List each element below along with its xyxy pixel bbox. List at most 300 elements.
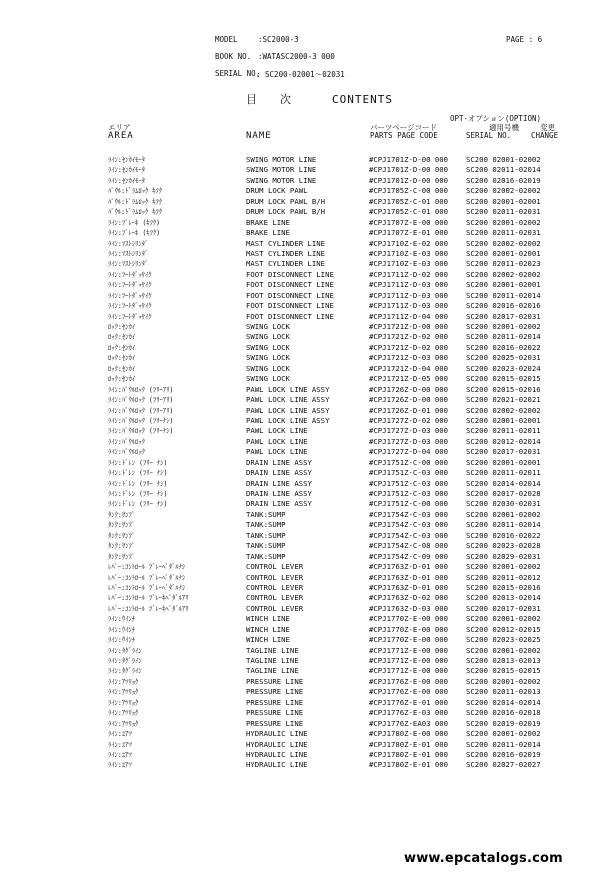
row-parts-code: #CPJ1780Z-E-01 000 <box>369 739 449 749</box>
row-area: ﾗｲﾝ:ﾕｱﾂ <box>108 730 132 739</box>
row-parts-code: #CPJ1754Z-C-03 000 <box>369 530 449 540</box>
row-name: DRUM LOCK PAWL <box>246 186 308 196</box>
row-name: FOOT DISCONNECT LINE <box>246 280 334 290</box>
table-row <box>0 729 613 739</box>
table-row <box>0 687 613 697</box>
row-area: ﾗｲﾝ:ﾕｱﾂ <box>108 750 132 759</box>
row-serial: SC200 02001-02001 <box>466 415 541 425</box>
row-name: SWING LOCK <box>246 374 290 384</box>
row-name: FOOT DISCONNECT LINE <box>246 269 334 279</box>
row-parts-code: #CPJ1726Z-D-01 000 <box>369 405 449 415</box>
footer-watermark[interactable]: www.epcatalogs.com <box>404 851 563 866</box>
column-area-en: AREA <box>108 131 134 141</box>
table-row <box>0 322 613 332</box>
row-serial: SC200 02030-02031 <box>466 499 541 509</box>
table-row <box>0 760 613 770</box>
table-row <box>0 437 613 447</box>
row-name: SWING LOCK <box>246 363 290 373</box>
table-row <box>0 291 613 301</box>
row-serial: SC200 02014-02014 <box>466 478 541 488</box>
column-serial-jp: 適用号機 <box>489 123 519 132</box>
row-parts-code: #CPJ1776Z-E-03 000 <box>369 708 449 718</box>
row-area: ﾗｲﾝ:ﾌﾞﾚｰｷ (ｷﾌｸ) <box>108 229 161 238</box>
row-area: ﾗｲﾝ:ｾﾝｶｲﾓｰﾀ <box>108 156 145 164</box>
row-name: PRESSURE LINE <box>246 718 304 728</box>
table-row <box>0 573 613 583</box>
row-area: ﾗｲﾝ:ﾊﾟｳﾙﾛｯｸ <box>108 437 145 446</box>
row-parts-code: #CPJ1701Z-D-00 000 <box>369 165 449 175</box>
row-area: ﾗｲﾝ:ｱﾂﾘｮｸ <box>108 677 139 686</box>
row-area: ﾗｲﾝ:ｳｲﾝﾁ <box>108 636 136 645</box>
title-japanese-2: 次 <box>280 93 292 106</box>
row-name: WINCH LINE <box>246 635 290 645</box>
row-name: SWING MOTOR LINE <box>246 175 317 185</box>
row-parts-code: #CPJ1776Z-EA03 000 <box>369 718 449 728</box>
row-area: ﾊﾟｳﾙ:ﾄﾞﾗﾑﾛｯｸ ｷﾌｸ <box>108 187 163 196</box>
row-serial: SC200 02012-02015 <box>466 624 541 634</box>
row-area: ﾀﾝｸ:ｻﾝﾌﾟ <box>108 542 136 551</box>
row-parts-code: #CPJ1754Z-C-03 000 <box>369 509 449 519</box>
row-name: TAGLINE LINE <box>246 645 299 655</box>
row-area: ﾛｯｸ:ｾﾝｶｲ <box>108 343 136 352</box>
row-name: DRAIN LINE ASSY <box>246 468 312 478</box>
table-row <box>0 750 613 760</box>
row-parts-code: #CPJ1763Z-D-03 000 <box>369 603 449 613</box>
column-change-en: CHANGE <box>531 131 559 140</box>
row-area: ﾗｲﾝ:ﾀｸﾞﾗｲﾝ <box>108 657 142 665</box>
table-row <box>0 468 613 478</box>
table-row <box>0 583 613 593</box>
table-row <box>0 385 613 395</box>
row-name: HYDRAULIC LINE <box>246 729 308 739</box>
table-row <box>0 698 613 708</box>
header-model-value: :SC2000-3 <box>258 35 299 44</box>
row-serial: SC200 02002-02002 <box>466 269 541 279</box>
contents-table <box>0 155 613 771</box>
row-area: ﾊﾟｳﾙ:ﾄﾞﾗﾑﾛｯｸ ｷﾌｸ <box>108 197 163 206</box>
row-parts-code: #CPJ1776Z-E-00 000 <box>369 687 449 697</box>
table-row <box>0 604 613 614</box>
row-name: CONTROL LEVER <box>246 593 304 603</box>
row-serial: SC200 02011-02014 <box>466 520 541 530</box>
table-row <box>0 719 613 729</box>
row-parts-code: #CPJ1711Z-D-04 000 <box>369 311 449 321</box>
row-area: ﾗｲﾝ:ﾊﾟｳﾙﾛｯｸ (ﾌﾘｰｱﾘ) <box>108 385 174 394</box>
table-row <box>0 614 613 624</box>
table-row <box>0 635 613 645</box>
column-code-en: PARTS PAGE CODE <box>370 131 438 140</box>
row-area: ﾗｲﾝ:ｳｲﾝﾁ <box>108 615 136 624</box>
row-serial: SC200 02011-02014 <box>466 290 541 300</box>
row-name: TANK:SUMP <box>246 509 286 519</box>
row-area: ﾗｲﾝ:ｳｲﾝﾁ <box>108 625 136 634</box>
row-name: TANK:SUMP <box>246 530 286 540</box>
row-name: HYDRAULIC LINE <box>246 760 308 770</box>
row-area: ﾗｲﾝ:ﾕｱﾂ <box>108 740 132 749</box>
row-area: ﾗｲﾝ:ｱﾂﾘｮｸ <box>108 698 139 707</box>
table-row <box>0 155 613 165</box>
row-serial: SC200 02023-02028 <box>466 541 541 551</box>
row-area: ﾗｲﾝ:ｾﾝｶｲﾓｰﾀ <box>108 176 145 185</box>
row-parts-code: #CPJ1780Z-E-01 000 <box>369 760 449 770</box>
row-serial: SC200 02016-02016 <box>466 301 541 311</box>
table-row <box>0 458 613 468</box>
row-parts-code: #CPJ1763Z-D-02 000 <box>369 593 449 603</box>
row-serial: SC200 02017-02031 <box>466 447 541 457</box>
row-parts-code: #CPJ1771Z-E-00 000 <box>369 645 449 655</box>
row-area: ﾗｲﾝ:ﾕｱﾂ <box>108 761 132 770</box>
table-row <box>0 280 613 290</box>
row-parts-code: #CPJ1780Z-E-00 000 <box>369 729 449 739</box>
table-row <box>0 520 613 530</box>
row-area: ﾗｲﾝ:ﾊﾟｳﾙﾛｯｸ <box>108 448 145 457</box>
row-name: SWING MOTOR LINE <box>246 165 317 175</box>
table-row <box>0 312 613 322</box>
row-serial: SC200 02015-02016 <box>466 582 541 592</box>
row-parts-code: #CPJ1707Z-E-00 000 <box>369 217 449 227</box>
row-name: PAWL LOCK LINE <box>246 447 308 457</box>
row-area: ﾗｲﾝ:ﾄﾞﾚﾝ (ﾌﾘｰ ﾅｼ) <box>108 500 168 509</box>
row-parts-code: #CPJ1754Z-C-09 000 <box>369 551 449 561</box>
row-parts-code: #CPJ1763Z-D-01 000 <box>369 582 449 592</box>
row-name: BRAKE LINE <box>246 228 290 238</box>
row-serial: SC200 02023-02025 <box>466 635 541 645</box>
row-serial: SC200 02021-02021 <box>466 395 541 405</box>
row-parts-code: #CPJ1771Z-E-00 000 <box>369 656 449 665</box>
row-serial: SC200 02016-02022 <box>466 342 541 352</box>
row-name: CONTROL LEVER <box>246 582 304 592</box>
row-name: PRESSURE LINE <box>246 708 304 718</box>
table-row <box>0 239 613 249</box>
row-parts-code: #CPJ1721Z-D-03 000 <box>369 353 449 363</box>
row-serial: SC200 02001-02001 <box>466 280 541 290</box>
table-row <box>0 593 613 603</box>
row-name: SWING LOCK <box>246 332 290 342</box>
row-parts-code: #CPJ1705Z-C-01 000 <box>369 196 449 206</box>
row-name: PAWL LOCK LINE ASSY <box>246 395 330 405</box>
row-name: FOOT DISCONNECT LINE <box>246 301 334 311</box>
table-row <box>0 332 613 342</box>
row-parts-code: #CPJ1726Z-D-00 000 <box>369 395 449 405</box>
row-area: ﾛｯｸ:ｾﾝｶｲ <box>108 354 136 363</box>
header-book-value: :WATASC2000-3 000 <box>258 52 335 61</box>
row-parts-code: #CPJ1710Z-E-02 000 <box>369 238 449 248</box>
row-parts-code: #CPJ1710Z-E-03 000 <box>369 259 449 269</box>
row-area: ﾗｲﾝ:ﾊﾟｳﾙﾛｯｸ (ﾌﾘｰﾅｼ) <box>108 427 174 436</box>
row-name: SWING LOCK <box>246 322 290 331</box>
row-parts-code: #CPJ1711Z-D-02 000 <box>369 269 449 279</box>
row-serial: SC200 02017-02031 <box>466 311 541 321</box>
table-row <box>0 552 613 562</box>
row-area: ﾗｲﾝ:ﾌｰﾄﾀﾞｯｻｲｸ <box>108 270 152 279</box>
row-serial: SC200 02016-02019 <box>466 175 541 185</box>
table-row <box>0 479 613 489</box>
row-serial: SC200 02011-02014 <box>466 165 541 175</box>
row-area: ﾗｲﾝ:ﾏｽﾄｼﾘﾝﾀﾞ <box>108 260 149 269</box>
row-area: ﾗｲﾝ:ﾄﾞﾚﾝ (ﾌﾘｰ ﾅｼ) <box>108 479 168 488</box>
row-area: ﾊﾟｳﾙ:ﾄﾞﾗﾑﾛｯｸ ｷﾌｸ <box>108 208 163 217</box>
row-parts-code: #CPJ1726Z-D-00 000 <box>369 384 449 394</box>
row-parts-code: #CPJ1770Z-E-00 000 <box>369 614 449 624</box>
row-parts-code: #CPJ1780Z-E-01 000 <box>369 749 449 759</box>
table-row <box>0 270 613 280</box>
row-area: ﾗｲﾝ:ｱﾂﾘｮｸ <box>108 719 139 728</box>
row-name: PAWL LOCK LINE ASSY <box>246 384 330 394</box>
row-serial: SC200 02011-02013 <box>466 687 541 697</box>
header-serial-value: : SC200-02001～02031 <box>256 70 345 79</box>
row-name: PAWL LOCK LINE ASSY <box>246 415 330 425</box>
row-name: FOOT DISCONNECT LINE <box>246 311 334 321</box>
table-row <box>0 301 613 311</box>
table-row <box>0 176 613 186</box>
row-name: TANK:SUMP <box>246 541 286 551</box>
row-parts-code: #CPJ1770Z-E-00 000 <box>369 635 449 645</box>
row-parts-code: #CPJ1705Z-C-01 000 <box>369 207 449 217</box>
row-area: ﾚﾊﾞｰ:ｺﾝﾄﾛｰﾙ ﾌﾞﾚｰﾍﾟﾀﾞﾙﾅｼ <box>108 573 186 582</box>
row-name: PAWL LOCK LINE <box>246 426 308 436</box>
row-area: ﾗｲﾝ:ﾌﾞﾚｰｷ (ｷﾌｸ) <box>108 218 161 227</box>
row-area: ﾗｲﾝ:ﾀｸﾞﾗｲﾝ <box>108 646 142 655</box>
row-area: ﾗｲﾝ:ﾊﾟｳﾙﾛｯｸ (ﾌﾘｰﾅｼ) <box>108 416 174 425</box>
table-row <box>0 708 613 718</box>
row-serial: SC200 02001-02001 <box>466 196 541 206</box>
row-serial: SC200 02012-02014 <box>466 436 541 446</box>
table-row <box>0 646 613 656</box>
title-japanese-1: 目 <box>246 93 258 106</box>
row-parts-code: #CPJ1727Z-D-02 000 <box>369 415 449 425</box>
row-parts-code: #CPJ1751Z-C-03 000 <box>369 468 449 478</box>
row-parts-code: #CPJ1721Z-D-05 000 <box>369 374 449 384</box>
row-parts-code: #CPJ1763Z-D-01 000 <box>369 572 449 582</box>
table-row <box>0 197 613 207</box>
page-title <box>246 91 393 107</box>
row-area: ﾚﾊﾞｰ:ｺﾝﾄﾛｰﾙ ﾌﾞﾚｰﾍﾟﾀﾞﾙﾅｼ <box>108 563 186 572</box>
row-name: HYDRAULIC LINE <box>246 749 308 759</box>
row-serial: SC200 02025-02031 <box>466 353 541 363</box>
row-serial: SC200 02016-02019 <box>466 749 541 759</box>
table-row <box>0 625 613 635</box>
row-area: ﾀﾝｸ:ｻﾝﾌﾟ <box>108 521 136 530</box>
row-parts-code: #CPJ1754Z-C-08 000 <box>369 541 449 551</box>
row-parts-code: #CPJ1771Z-E-00 000 <box>369 666 449 676</box>
row-serial: SC200 02002-02002 <box>466 186 541 196</box>
row-area: ﾗｲﾝ:ﾊﾟｳﾙﾛｯｸ (ﾌﾘｰｱﾘ) <box>108 406 174 415</box>
row-parts-code: #CPJ1701Z-D-00 000 <box>369 155 449 164</box>
table-row <box>0 740 613 750</box>
row-serial: SC200 02011-02011 <box>466 468 541 478</box>
row-area: ﾗｲﾝ:ﾌｰﾄﾀﾞｯｻｲｸ <box>108 281 152 290</box>
row-serial: SC200 02011-02023 <box>466 259 541 269</box>
row-name: SWING MOTOR LINE <box>246 155 317 164</box>
row-parts-code: #CPJ1711Z-D-03 000 <box>369 290 449 300</box>
row-name: PRESSURE LINE <box>246 697 304 707</box>
row-parts-code: #CPJ1776Z-E-01 000 <box>369 697 449 707</box>
row-serial: SC200 02015-02015 <box>466 666 541 676</box>
row-area: ﾗｲﾝ:ﾏｽﾄｼﾘﾝﾀﾞ <box>108 239 149 248</box>
row-area: ﾚﾊﾞｰ:ｺﾝﾄﾛｰﾙ ﾌﾞﾚｰｷﾍﾟﾀﾞﾙｱﾘ <box>108 594 189 603</box>
row-serial: SC200 02015-02016 <box>466 384 541 394</box>
column-code-jp: パーツページコード <box>370 123 438 132</box>
row-serial: SC200 02001-02002 <box>466 614 541 624</box>
row-area: ﾛｯｸ:ｾﾝｶｲ <box>108 323 136 331</box>
table-row <box>0 416 613 426</box>
row-parts-code: #CPJ1721Z-D-02 000 <box>369 342 449 352</box>
row-parts-code: #CPJ1751Z-C-03 000 <box>369 489 449 498</box>
table-row <box>0 259 613 269</box>
table-row <box>0 207 613 217</box>
row-area: ﾗｲﾝ:ﾀｸﾞﾗｲﾝ <box>108 667 142 676</box>
row-parts-code: #CPJ1763Z-D-01 000 <box>369 562 449 572</box>
row-area: ﾗｲﾝ:ｱﾂﾘｮｸ <box>108 709 139 718</box>
row-serial: SC200 02001-02002 <box>466 155 541 164</box>
row-parts-code: #CPJ1721Z-D-00 000 <box>369 322 449 331</box>
row-serial: SC200 02011-02014 <box>466 739 541 749</box>
row-name: DRAIN LINE ASSY <box>246 499 312 509</box>
table-row <box>0 186 613 196</box>
row-name: TAGLINE LINE <box>246 666 299 676</box>
row-serial: SC200 02002-02002 <box>466 405 541 415</box>
table-row <box>0 218 613 228</box>
row-serial: SC200 02011-02031 <box>466 228 541 238</box>
row-name: DRAIN LINE ASSY <box>246 457 312 467</box>
row-name: MAST CYLINDER LINE <box>246 248 326 258</box>
row-serial: SC200 02001-02002 <box>466 645 541 655</box>
row-name: PAWL LOCK LINE <box>246 436 308 446</box>
row-area: ﾗｲﾝ:ﾏｽﾄｼﾘﾝﾀﾞ <box>108 249 149 258</box>
row-name: DRUM LOCK PAWL B/H <box>246 196 326 206</box>
table-row <box>0 562 613 572</box>
row-parts-code: #CPJ1727Z-D-04 000 <box>369 447 449 457</box>
table-row <box>0 343 613 353</box>
title-english: CONTENTS <box>332 93 393 106</box>
row-serial: SC200 02027-02027 <box>466 760 541 770</box>
header-model-label: MODEL <box>215 35 238 44</box>
row-area: ﾗｲﾝ:ｾﾝｶｲﾓｰﾀ <box>108 166 145 175</box>
row-area: ﾗｲﾝ:ﾌｰﾄﾀﾞｯｻｲｸ <box>108 302 152 311</box>
row-parts-code: #CPJ1710Z-E-03 000 <box>369 248 449 258</box>
row-area: ﾗｲﾝ:ﾌｰﾄﾀﾞｯｻｲｸ <box>108 312 152 321</box>
row-serial: SC200 02001-02001 <box>466 457 541 467</box>
row-serial: SC200 02014-02014 <box>466 697 541 707</box>
table-row <box>0 447 613 457</box>
row-area: ﾗｲﾝ:ﾄﾞﾚﾝ (ﾌﾘｰ ﾅｼ) <box>108 490 168 498</box>
row-name: DRAIN LINE ASSY <box>246 478 312 488</box>
row-serial: SC200 02016-02018 <box>466 708 541 718</box>
row-serial: SC200 02016-02022 <box>466 530 541 540</box>
row-serial: SC200 02017-02031 <box>466 603 541 613</box>
row-area: ﾛｯｸ:ｾﾝｶｲ <box>108 375 136 384</box>
row-serial: SC200 02001-02002 <box>466 217 541 227</box>
row-name: PRESSURE LINE <box>246 687 304 697</box>
row-parts-code: #CPJ1770Z-E-00 000 <box>369 624 449 634</box>
row-parts-code: #CPJ1711Z-D-03 000 <box>369 301 449 311</box>
row-name: SWING LOCK <box>246 342 290 352</box>
row-area: ﾗｲﾝ:ﾄﾞﾚﾝ (ﾌﾘｰ ﾅｼ) <box>108 469 168 478</box>
row-name: PAWL LOCK LINE ASSY <box>246 405 330 415</box>
row-name: SWING LOCK <box>246 353 290 363</box>
row-area: ﾗｲﾝ:ﾊﾟｳﾙﾛｯｸ (ﾌﾘｰｱﾘ) <box>108 396 174 405</box>
table-row <box>0 499 613 509</box>
row-parts-code: #CPJ1751Z-C-03 000 <box>369 478 449 488</box>
row-serial: SC200 02002-02002 <box>466 238 541 248</box>
table-row <box>0 165 613 175</box>
row-serial: SC200 02011-02011 <box>466 426 541 436</box>
row-serial: SC200 02001-02002 <box>466 562 541 572</box>
row-parts-code: #CPJ1727Z-D-03 000 <box>369 426 449 436</box>
header-page-number: PAGE : 6 <box>506 35 543 44</box>
row-area: ﾚﾊﾞｰ:ｺﾝﾄﾛｰﾙ ﾌﾞﾚｰｷﾍﾟﾀﾞﾙｱﾘ <box>108 604 189 613</box>
table-row <box>0 353 613 363</box>
row-serial: SC200 02001-02002 <box>466 676 541 686</box>
row-area: ﾗｲﾝ:ｱﾂﾘｮｸ <box>108 688 139 697</box>
row-name: WINCH LINE <box>246 614 290 624</box>
column-area-jp: エリア <box>108 123 131 132</box>
row-name: TAGLINE LINE <box>246 656 299 665</box>
row-parts-code: #CPJ1711Z-D-03 000 <box>369 280 449 290</box>
row-parts-code: #CPJ1721Z-D-02 000 <box>369 332 449 342</box>
row-name: FOOT DISCONNECT LINE <box>246 290 334 300</box>
row-name: PRESSURE LINE <box>246 676 304 686</box>
row-serial: SC200 02011-02014 <box>466 332 541 342</box>
row-name: MAST CYLINDER LINE <box>246 259 326 269</box>
row-area: ﾗｲﾝ:ﾄﾞﾚﾝ (ﾌﾘｰ ﾅｼ) <box>108 458 168 467</box>
row-parts-code: #CPJ1705Z-C-00 000 <box>369 186 449 196</box>
row-serial: SC200 02011-02031 <box>466 207 541 217</box>
table-row <box>0 666 613 676</box>
row-serial: SC200 02001-02002 <box>466 322 541 331</box>
row-serial: SC200 02013-02013 <box>466 656 541 665</box>
row-name: HYDRAULIC LINE <box>246 739 308 749</box>
row-parts-code: #CPJ1721Z-D-04 000 <box>369 363 449 373</box>
row-name: DRUM LOCK PAWL B/H <box>246 207 326 217</box>
row-parts-code: #CPJ1751Z-C-00 000 <box>369 457 449 467</box>
row-name: MAST CYLINDER LINE <box>246 238 326 248</box>
row-parts-code: #CPJ1701Z-D-00 000 <box>369 175 449 185</box>
row-parts-code: #CPJ1776Z-E-00 000 <box>369 676 449 686</box>
row-name: CONTROL LEVER <box>246 562 304 572</box>
row-serial: SC200 02001-02002 <box>466 509 541 519</box>
table-row <box>0 510 613 520</box>
table-row <box>0 541 613 551</box>
row-serial: SC200 02019-02019 <box>466 718 541 728</box>
table-row <box>0 228 613 238</box>
row-parts-code: #CPJ1754Z-C-03 000 <box>369 520 449 530</box>
row-serial: SC200 02029-02031 <box>466 551 541 561</box>
table-row <box>0 677 613 687</box>
row-name: DRAIN LINE ASSY <box>246 489 312 498</box>
row-area: ﾀﾝｸ:ｻﾝﾌﾟ <box>108 531 136 540</box>
row-name: TANK:SUMP <box>246 551 286 561</box>
table-row <box>0 406 613 416</box>
column-opt-jp: OPT-オプション(OPTION) <box>450 114 542 123</box>
table-row <box>0 374 613 384</box>
row-name: CONTROL LEVER <box>246 603 304 613</box>
row-serial: SC200 02011-02012 <box>466 572 541 582</box>
header-serial-label: SERIAL NO. <box>215 69 261 78</box>
table-row <box>0 426 613 436</box>
row-name: WINCH LINE <box>246 624 290 634</box>
row-serial: SC200 02017-02028 <box>466 489 541 498</box>
row-name: BRAKE LINE <box>246 217 290 227</box>
row-name: TANK:SUMP <box>246 520 286 530</box>
table-row <box>0 531 613 541</box>
row-name: CONTROL LEVER <box>246 572 304 582</box>
row-serial: SC200 02023-02024 <box>466 363 541 373</box>
row-serial: SC200 02001-02002 <box>466 729 541 739</box>
row-serial: SC200 02001-02001 <box>466 248 541 258</box>
column-name: NAME <box>246 131 272 141</box>
row-area: ﾛｯｸ:ｾﾝｶｲ <box>108 364 136 373</box>
